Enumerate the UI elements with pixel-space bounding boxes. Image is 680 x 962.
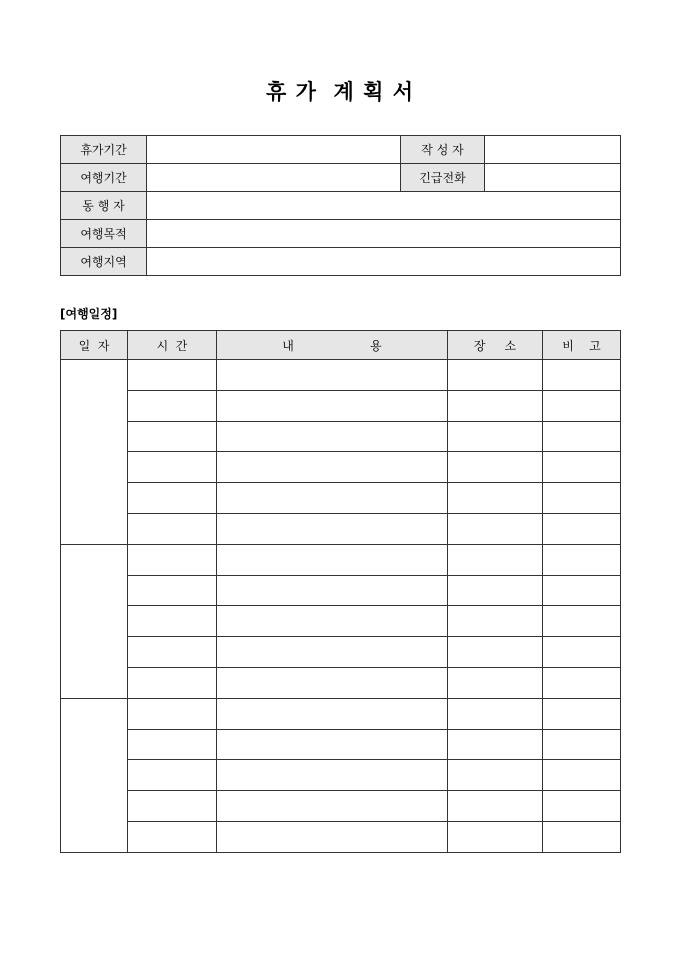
- document-title: 휴 가 계 획 서: [266, 79, 414, 104]
- header-content: 내 용: [217, 331, 448, 360]
- schedule-row: [61, 729, 621, 760]
- note-cell[interactable]: [543, 513, 621, 544]
- place-cell[interactable]: [448, 667, 543, 698]
- travel-purpose-label: 여행목적: [61, 220, 147, 248]
- schedule-row: [61, 637, 621, 668]
- content-cell[interactable]: [217, 513, 448, 544]
- info-row-vacation-period: [61, 136, 621, 164]
- date-cell[interactable]: [61, 360, 128, 545]
- header-note: 비 고: [543, 331, 621, 360]
- note-cell[interactable]: [543, 606, 621, 637]
- info-table: [60, 135, 621, 276]
- schedule-row: [61, 821, 621, 852]
- time-cell[interactable]: [128, 452, 217, 483]
- place-cell[interactable]: [448, 421, 543, 452]
- note-cell[interactable]: [543, 360, 621, 391]
- date-cell[interactable]: [61, 544, 128, 698]
- note-cell[interactable]: [543, 421, 621, 452]
- schedule-row: [61, 513, 621, 544]
- schedule-row: [61, 390, 621, 421]
- time-cell[interactable]: [128, 360, 217, 391]
- companion-field[interactable]: [147, 192, 621, 220]
- time-cell[interactable]: [128, 513, 217, 544]
- travel-purpose-field[interactable]: [147, 220, 621, 248]
- content-cell[interactable]: [217, 637, 448, 668]
- note-cell[interactable]: [543, 667, 621, 698]
- header-place: 장 소: [448, 331, 543, 360]
- content-cell[interactable]: [217, 360, 448, 391]
- place-cell[interactable]: [448, 575, 543, 606]
- place-cell[interactable]: [448, 483, 543, 514]
- content-cell[interactable]: [217, 452, 448, 483]
- note-cell[interactable]: [543, 791, 621, 822]
- place-cell[interactable]: [448, 791, 543, 822]
- content-cell[interactable]: [217, 390, 448, 421]
- place-cell[interactable]: [448, 606, 543, 637]
- emergency-phone-field[interactable]: [485, 164, 621, 192]
- time-cell[interactable]: [128, 483, 217, 514]
- content-cell[interactable]: [217, 575, 448, 606]
- travel-period-field[interactable]: [147, 164, 401, 192]
- schedule-row: [61, 791, 621, 822]
- place-cell[interactable]: [448, 729, 543, 760]
- note-cell[interactable]: [543, 729, 621, 760]
- place-cell[interactable]: [448, 637, 543, 668]
- note-cell[interactable]: [543, 390, 621, 421]
- travel-region-field[interactable]: [147, 248, 621, 276]
- schedule-row: [61, 544, 621, 575]
- note-cell[interactable]: [543, 821, 621, 852]
- schedule-row: [61, 606, 621, 637]
- info-row-travel-region: [61, 248, 621, 276]
- time-cell[interactable]: [128, 544, 217, 575]
- content-cell[interactable]: [217, 606, 448, 637]
- schedule-row: [61, 483, 621, 514]
- time-cell[interactable]: [128, 729, 217, 760]
- vacation-period-field[interactable]: [147, 136, 401, 164]
- time-cell[interactable]: [128, 760, 217, 791]
- schedule-row: [61, 360, 621, 391]
- time-cell[interactable]: [128, 421, 217, 452]
- time-cell[interactable]: [128, 698, 217, 729]
- schedule-row: [61, 760, 621, 791]
- time-cell[interactable]: [128, 575, 217, 606]
- schedule-row: [61, 698, 621, 729]
- place-cell[interactable]: [448, 513, 543, 544]
- place-cell[interactable]: [448, 360, 543, 391]
- content-cell[interactable]: [217, 667, 448, 698]
- place-cell[interactable]: [448, 452, 543, 483]
- note-cell[interactable]: [543, 452, 621, 483]
- schedule-row: [61, 575, 621, 606]
- schedule-row: [61, 421, 621, 452]
- travel-region-label: 여행지역: [61, 248, 147, 276]
- vacation-period-label: 휴가기간: [61, 136, 147, 164]
- time-cell[interactable]: [128, 637, 217, 668]
- schedule-body: [61, 360, 621, 853]
- author-field[interactable]: [485, 136, 621, 164]
- content-cell[interactable]: [217, 791, 448, 822]
- note-cell[interactable]: [543, 575, 621, 606]
- content-cell[interactable]: [217, 544, 448, 575]
- schedule-row: [61, 667, 621, 698]
- schedule-section-label: [여행일정]: [60, 307, 118, 321]
- place-cell[interactable]: [448, 821, 543, 852]
- note-cell[interactable]: [543, 637, 621, 668]
- emergency-phone-label: 긴급전화: [401, 164, 485, 192]
- content-cell[interactable]: [217, 698, 448, 729]
- time-cell[interactable]: [128, 390, 217, 421]
- info-row-travel-period: [61, 164, 621, 192]
- schedule-row: [61, 452, 621, 483]
- place-cell[interactable]: [448, 760, 543, 791]
- note-cell[interactable]: [543, 760, 621, 791]
- schedule-table: [60, 330, 621, 853]
- content-cell[interactable]: [217, 760, 448, 791]
- time-cell[interactable]: [128, 667, 217, 698]
- info-row-travel-purpose: [61, 220, 621, 248]
- author-label: 작 성 자: [401, 136, 485, 164]
- note-cell[interactable]: [543, 544, 621, 575]
- travel-period-label: 여행기간: [61, 164, 147, 192]
- schedule-header-row: [61, 331, 621, 360]
- date-cell[interactable]: [61, 698, 128, 852]
- time-cell[interactable]: [128, 606, 217, 637]
- content-cell[interactable]: [217, 421, 448, 452]
- time-cell[interactable]: [128, 821, 217, 852]
- header-time: 시 간: [128, 331, 217, 360]
- companion-label: 동 행 자: [61, 192, 147, 220]
- time-cell[interactable]: [128, 791, 217, 822]
- place-cell[interactable]: [448, 698, 543, 729]
- content-cell[interactable]: [217, 729, 448, 760]
- note-cell[interactable]: [543, 483, 621, 514]
- place-cell[interactable]: [448, 390, 543, 421]
- header-date: 일 자: [61, 331, 128, 360]
- note-cell[interactable]: [543, 698, 621, 729]
- content-cell[interactable]: [217, 821, 448, 852]
- content-cell[interactable]: [217, 483, 448, 514]
- info-row-companion: [61, 192, 621, 220]
- place-cell[interactable]: [448, 544, 543, 575]
